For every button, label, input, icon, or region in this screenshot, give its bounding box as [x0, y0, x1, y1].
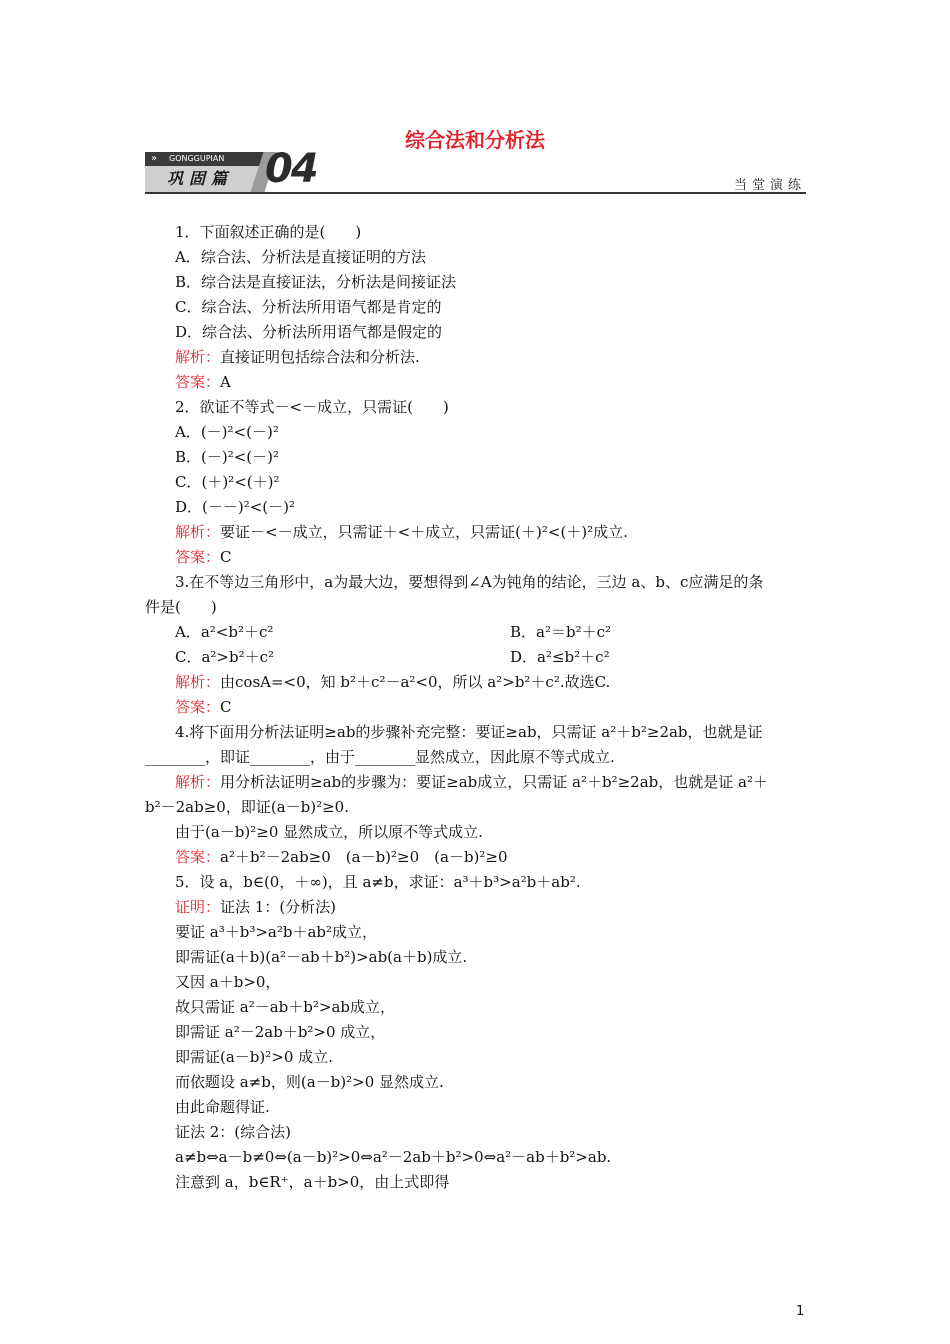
question-3-options-row-2 [145, 645, 806, 670]
question-2-stem: 2．欲证不等式－<－成立，只需证( ) [175, 398, 449, 416]
question-4-analysis-conclusion: 由于(a－b)²≥0 显然成立，所以原不等式成立. [175, 823, 483, 841]
question-3-option-d: D．a²≤b²＋c² [510, 648, 610, 666]
proof-line: a≠b⇔a－b≠0⇔(a－b)²>0⇔a²－2ab＋b²>0⇔a²－ab＋b²>ab. [175, 1148, 612, 1166]
answer-text: A [220, 373, 231, 391]
proof-line: 要证 a³＋b³>a²b＋ab²成立， [175, 923, 378, 941]
question-4-analysis [145, 770, 806, 795]
banner-number: 04 [265, 146, 317, 192]
proof-label: 证明： [175, 898, 221, 916]
question-2-option-c: C．(＋)²<(＋)² [175, 473, 280, 491]
analysis-label: 解析： [175, 773, 221, 791]
question-4-answer [145, 845, 806, 870]
question-5-stem: 5．设 a，b∈(0，＋∞)，且 a≠b，求证：a³＋b³>a²b＋ab². [175, 873, 581, 891]
question-2-answer [145, 545, 806, 570]
answer-label: 答案： [175, 848, 221, 866]
question-2-analysis [145, 520, 806, 545]
analysis-label: 解析： [175, 348, 221, 366]
answer-label: 答案： [175, 548, 221, 566]
answer-label: 答案： [175, 698, 221, 716]
proof-line: 由此命题得证. [175, 1098, 270, 1116]
question-1-option-a: A．综合法、分析法是直接证明的方法 [175, 248, 426, 266]
exercise-content [145, 220, 806, 1195]
question-2-option-a: A．(－)²<(－)² [175, 423, 279, 441]
question-1-stem: 1．下面叙述正确的是( ) [175, 223, 362, 241]
section-banner [145, 146, 806, 194]
banner-rule [145, 192, 806, 194]
analysis-text: 要证－<－成立，只需证＋<＋成立，只需证(＋)²<(＋)²成立. [220, 523, 628, 541]
question-2-option-d: D．(－－)²<(－)² [175, 498, 296, 516]
proof-line: 即需证 a²－2ab＋b²>0 成立， [175, 1023, 386, 1041]
proof-line: 而依题设 a≠b，则(a－b)²>0 显然成立. [175, 1073, 444, 1091]
question-4-stem-cont: ________，即证________，由于________显然成立，因此原不等式成立. [145, 748, 615, 766]
answer-label: 答案： [175, 373, 221, 391]
analysis-label: 解析： [175, 673, 221, 691]
question-1-analysis [145, 345, 806, 370]
proof-line: 即需证(a＋b)(a²－ab＋b²)>ab(a＋b)成立. [175, 948, 468, 966]
page-title: 综合法和分析法 [405, 128, 545, 152]
page-number: 1 [796, 1304, 805, 1319]
proof-method: 证法 1：(分析法) [220, 898, 337, 916]
proof-line: 证法 2：(综合法) [175, 1123, 292, 1141]
question-1-option-d: D．综合法、分析法所用语气都是假定的 [175, 323, 443, 341]
proof-line: 注意到 a，b∈R⁺，a＋b>0，由上式即得 [175, 1173, 450, 1191]
question-2-option-b: B．(－)²<(－)² [175, 448, 280, 466]
question-1-option-b: B．综合法是直接证法，分析法是间接证法 [175, 273, 457, 291]
analysis-text: 直接证明包括综合法和分析法. [220, 348, 420, 366]
question-3-option-a: A．a²<b²＋c² [175, 623, 274, 641]
question-3-stem-cont: 件是( ) [145, 598, 217, 616]
question-3-option-b: B．a²＝b²＋c² [510, 623, 612, 641]
question-3-answer [145, 695, 806, 720]
analysis-label: 解析： [175, 523, 221, 541]
question-3-analysis [145, 670, 806, 695]
answer-text: C [220, 698, 232, 716]
proof-line: 故只需证 a²－ab＋b²>ab成立， [175, 998, 395, 1016]
answer-text: a²＋b²－2ab≥0 (a－b)²≥0 (a－b)²≥0 [220, 848, 508, 866]
proof-line: 又因 a＋b>0， [175, 973, 281, 991]
answer-text: C [220, 548, 232, 566]
proof-line: 即需证(a－b)²>0 成立. [175, 1048, 333, 1066]
analysis-text: 由cosA=<0，知 b²＋c²－a²<0，所以 a²>b²＋c².故选C. [220, 673, 611, 691]
banner-label: 巩固篇 [145, 166, 265, 192]
chevron-right-icon: » [151, 153, 158, 164]
question-3-option-c: C．a²>b²＋c² [175, 648, 275, 666]
question-3-stem: 3.在不等边三角形中，a为最大边，要想得到∠A为钝角的结论，三边 a、b、c应满足的条 [175, 573, 764, 591]
banner-pinyin: GONGGUPIAN [145, 152, 273, 166]
question-4-stem: 4.将下面用分析法证明≥ab的步骤补充完整：要证≥ab，只需证 a²＋b²≥2ab，也就是证 [175, 723, 763, 741]
question-5-proof-header [145, 895, 806, 920]
question-1-answer [145, 370, 806, 395]
question-1-option-c: C．综合法、分析法所用语气都是肯定的 [175, 298, 442, 316]
question-4-analysis-cont: b²－2ab≥0，即证(a－b)²≥0. [145, 798, 349, 816]
question-3-options-row-1 [145, 620, 806, 645]
analysis-text: 用分析法证明≥ab的步骤为：要证≥ab成立，只需证 a²＋b²≥2ab，也就是证 a²＋ [220, 773, 768, 791]
banner-section-tag: 当堂演练 [733, 178, 806, 193]
